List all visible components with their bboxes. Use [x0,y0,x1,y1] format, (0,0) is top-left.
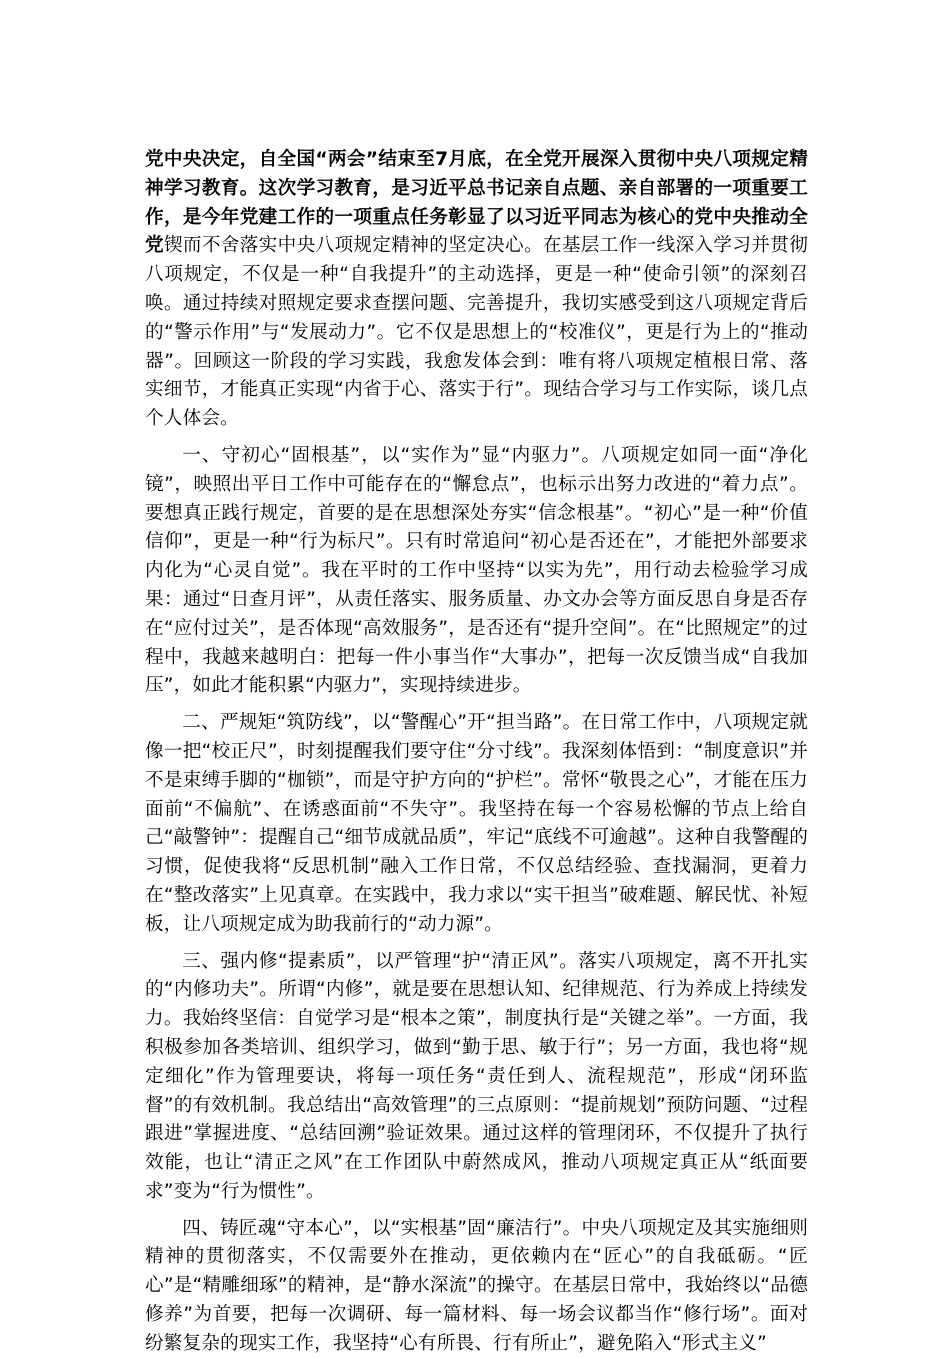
section-body-3: 落实八项规定，离不开扎实的“内修功夫”。所谓“内修”，就是要在思想认知、纪律规范、行为养成上持续发力。我始终坚信：自觉学习是“根本之策”，制度执行是“关键之举”。一方面，我积极参加各类培训、组织学习，做到“勤于思、敏于行”；另一方面，我也将“规定细化”作为管理要诀，将每一项任务“责任到人、流程规范”，形成“闭环监督”的有效机制。我总结出“高效管理”的三点原则：“提前规划”预防问题、“过程跟进”掌握进度、“总结回溯”验证效果。通过这样的管理闭环，不仅提升了执行效能，也让“清正之风”在工作团队中蔚然成风，推动八项规定真正从“纸面要求”变为“行为惯性”。 [145,950,809,1202]
section-paragraph-4 [145,1215,808,1359]
section-paragraph-2 [145,709,808,939]
intro-bold-lead: 党中央决定，自全国“两会”结束至7月底，在全党开展深入贯彻中央八项规定精神学习教育。这次学习教育，是习近平总书记亲自点题、亲自部署的一项重要工作，是今年党建工作的一项重点任务彰显了以习近平同志为核心的党中央推动全党 [145,149,808,257]
section-heading-3: 三、强内修“提素质”，以严管理“护“清正风”。 [182,950,579,972]
section-paragraph-3 [145,948,808,1207]
intro-paragraph [145,146,808,434]
document-body [145,146,808,1359]
section-heading-4: 四、铸匠魂“守本心”，以“实根基”固“廉洁行”。 [182,1217,582,1239]
section-body-4: 中央八项规定及其实施细则精神的贯彻落实，不仅需要外在推动，更依赖内在“匠心”的自我砥砺。“匠心”是“精雕细琢”的精神，是“静水深流”的操守。在基层日常中，我始终以“品德修养”为首要，把每一次调研、每一篇材料、每一场会议都当作“修行场”。面对纷繁复杂的现实工作，我坚持“心有所畏、行有所止”，避免陷入“形式主义” [145,1217,808,1354]
section-body-2: 在日常工作中，八项规定就像一把“校正尺”，时刻提醒我们要守住“分寸线”。我深刻体悟到：“制度意识”并不是束缚手脚的“枷锁”，而是守护方向的“护栏”。常怀“敬畏之心”，才能在压力面前“不偏航”、在诱惑面前“不失守”。我坚持在每一个容易松懈的节点上给自己“敲警钟”：提醒自己“细节成就品质”，牢记“底线不可逾越”。这种自我警醒的习惯，促使我将“反思机制”融入工作日常，不仅总结经验、查找漏洞，更着力在“整改落实”上见真章。在实践中，我力求以“实干担当”破难题、解民忧、补短板，让八项规定成为助我前行的“动力源”。 [145,712,808,935]
section-heading-2: 二、严规矩“筑防线”，以“警醒心”开“担当路”。 [182,712,582,734]
intro-text: 锲而不舍落实中央八项规定精神的坚定决心。在基层工作一线深入学习并贯彻八项规定，不仅是一种“自我提升”的主动选择，更是一种“使命引领”的深刻召唤。通过持续对照规定要求查摆问题、完善提升，我切实感受到这八项规定背后的“警示作用”与“发展动力”。它不仅是思想上的“校准仪”，更是行为上的“推动器”。回顾这一阶段的学习实践，我愈发体会到：唯有将八项规定植根日常、落实细节，才能真正实现“内省于心、落实于行”。现结合学习与工作实际，谈几点个人体会。 [145,235,808,430]
section-paragraph-1 [145,442,808,701]
section-body-1: 八项规定如同一面“净化镜”，映照出平日工作中可能存在的“懈怠点”，也标示出努力改进的“着力点”。要想真正践行规定，首要的是在思想深处夯实“信念根基”。“初心”是一种“价值信仰”，更是一种“行为标尺”。只有时常追问“初心是否还在”，才能把外部要求内化为“心灵自觉”。我在平时的工作中坚持“以实为先”，用行动去检验学习成果：通过“日查月评”，从责任落实、服务质量、办文办会等方面反思自身是否存在“应付过关”，是否体现“高效服务”，是否还有“提升空间”。在“比照规定”的过程中，我越来越明白：把每一件小事当作“大事办”，把每一次反馈当成“自我加压”，如此才能积累“内驱力”，实现持续进步。 [145,444,808,697]
section-heading-1: 一、守初心“固根基”，以“实作为”显“内驱力”。 [182,444,602,466]
